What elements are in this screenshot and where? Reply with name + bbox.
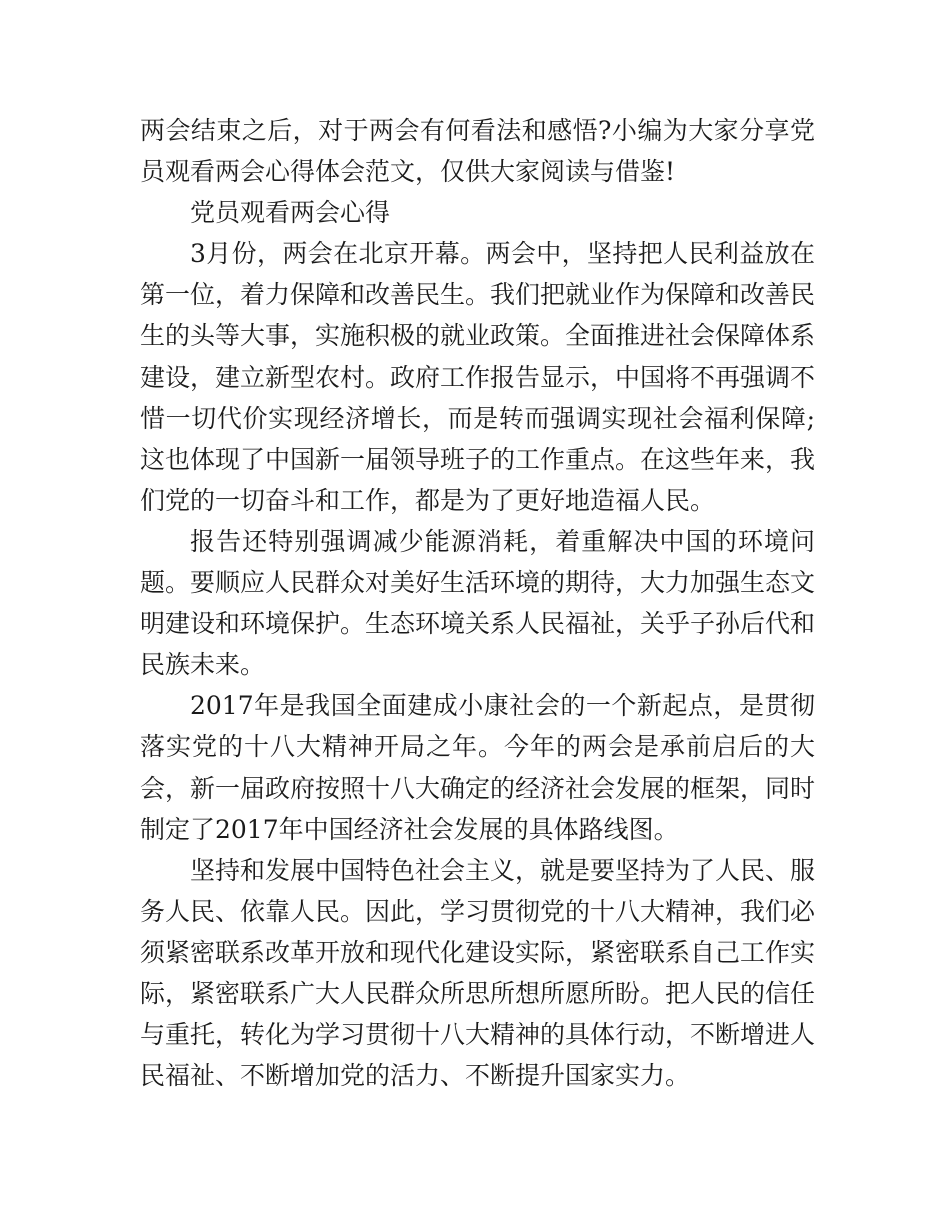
body-paragraph: 2017年是我国全面建成小康社会的一个新起点，是贯彻落实党的十八大精神开局之年。今年的两会是承前启后的大会，新一届政府按照十八大确定的经济社会发展的框架，同时制定了2017年中国经济社会发展的具体路线图。: [140, 691, 816, 844]
body-paragraph: 报告还特别强调减少能源消耗，着重解决中国的环境问题。要顺应人民群众对美好生活环境的期待，大力加强生态文明建设和环境保护。生态环境关系人民福祉，关乎子孙后代和民族未来。: [140, 526, 816, 680]
section-heading: 党员观看两会心得: [190, 198, 391, 228]
body-paragraph: 3月份，两会在北京开幕。两会中，坚持把人民利益放在第一位，着力保障和改善民生。我们把就业作为保障和改善民生的头等大事，实施积极的就业政策。全面推进社会保障体系建设，建立新型农村。政府工作报告显示，中国将不再强调不惜一切代价实现经济增长，而是转而强调实现社会福利保障;这也体现了中国新一届领导班子的工作重点。在这些年来，我们党的一切奋斗和工作，都是为了更好地造福人民。: [140, 239, 816, 515]
document-page: [140, 110, 815, 1096]
intro-paragraph: 两会结束之后，对于两会有何看法和感悟?小编为大家分享党员观看两会心得体会范文，仅供大家阅读与借鉴!: [140, 116, 815, 187]
body-paragraph: 坚持和发展中国特色社会主义，就是要坚持为了人民、服务人民、依靠人民。因此，学习贯彻党的十八大精神，我们必须紧密联系改革开放和现代化建设实际，紧密联系自己工作实际，紧密联系广大人民群众所思所想所愿所盼。把人民的信任与重托，转化为学习贯彻十八大精神的具体行动，不断增进人民福祉、不断增加党的活力、不断提升国家实力。: [140, 855, 816, 1091]
